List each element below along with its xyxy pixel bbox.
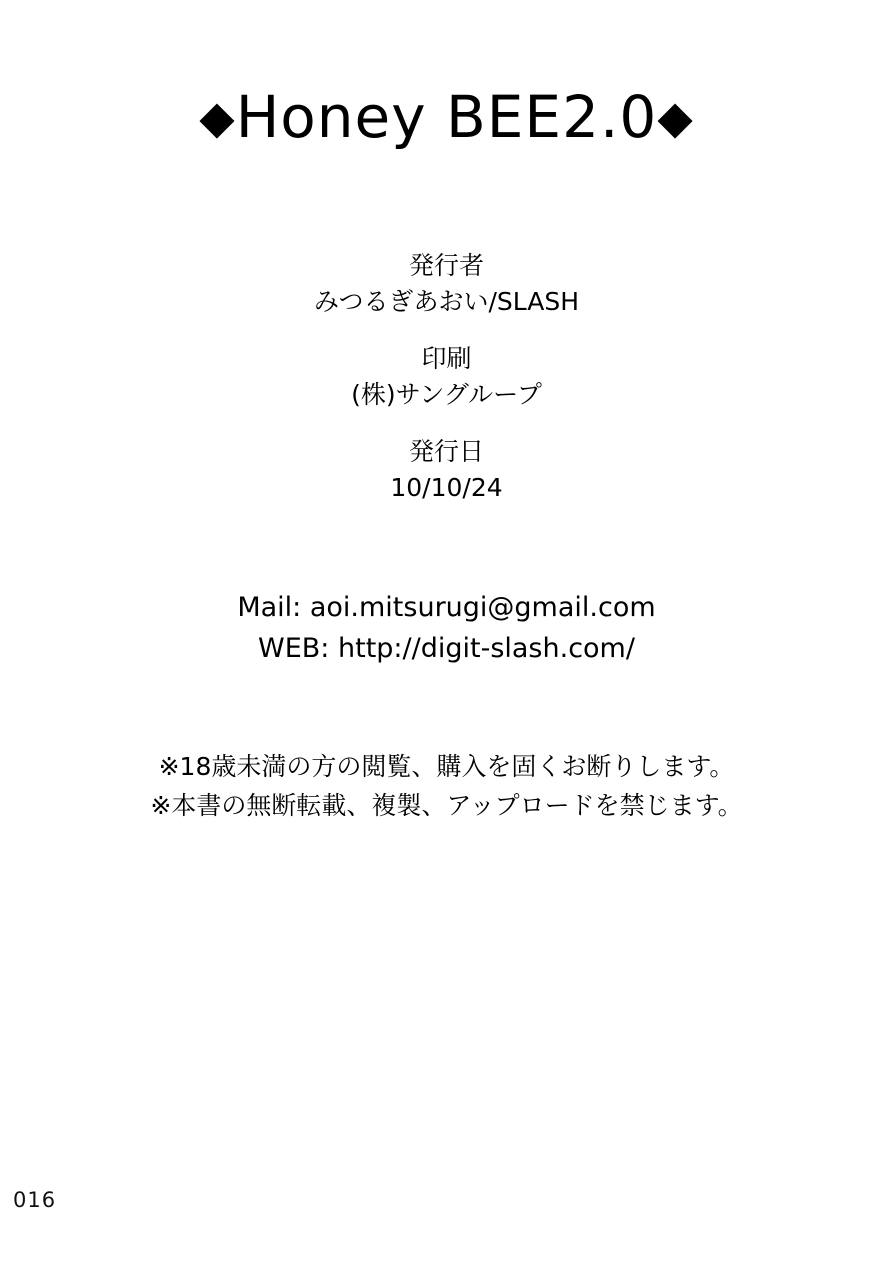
printer-group	[0, 341, 893, 412]
contact-block	[0, 588, 893, 669]
notices-block	[0, 748, 893, 826]
title-text: Honey BEE2.0	[235, 83, 658, 151]
date-group	[0, 434, 893, 505]
notice-age-restriction: ※18歳未満の方の閲覧、購入を固くお断りします。	[158, 752, 735, 781]
page-title	[0, 83, 893, 151]
web-line: WEB: http://digit-slash.com/	[258, 632, 635, 664]
publisher-group	[0, 248, 893, 319]
page-number: 016	[13, 1188, 57, 1212]
date-value: 10/10/24	[390, 472, 503, 502]
printer-label: 印刷	[421, 344, 472, 373]
colophon-block	[0, 248, 893, 527]
diamond-right-icon: ◆	[657, 90, 694, 144]
mail-line: Mail: aoi.mitsurugi@gmail.com	[237, 592, 656, 623]
diamond-left-icon: ◆	[199, 90, 236, 144]
date-label: 発行日	[408, 437, 484, 466]
publisher-label: 発行者	[408, 251, 484, 280]
printer-value: (株)サングループ	[351, 379, 542, 409]
notice-reproduction-ban: ※本書の無断転載、複製、アップロードを禁じます。	[150, 790, 743, 820]
publisher-value: みつるぎあおい/SLASH	[313, 286, 580, 316]
